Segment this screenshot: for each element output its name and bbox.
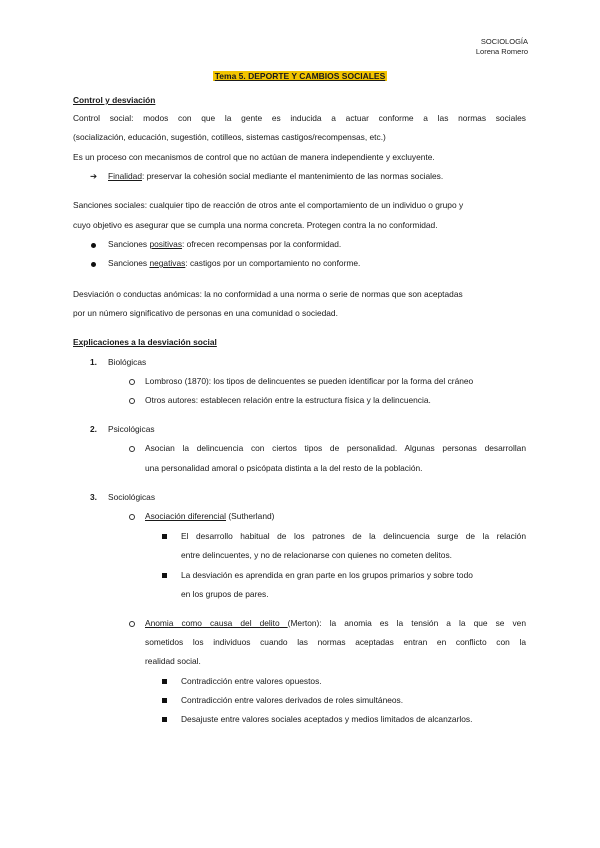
negativas-label: negativas — [149, 258, 186, 268]
control-social-line-1: Control social: modos con que la gente es inducida a actuar conforme a las normas sociales — [73, 113, 526, 123]
asociacion-point-2-line-2: en los grupos de pares. — [181, 589, 269, 599]
page-header — [476, 37, 528, 57]
bullet-circle-icon — [129, 398, 135, 404]
anomia-line-2: sometidos los individuos cuando las normas aceptadas entran en conflicto con la — [145, 637, 526, 647]
anomia-line-1 — [145, 618, 526, 629]
bullet-circle-icon — [129, 621, 135, 627]
control-social-line-2: (socialización, educación, sugestión, cotilleos, sistemas castigos/recompensas, etc.) — [73, 132, 386, 142]
bullet-square-icon — [162, 573, 167, 578]
anomia-point-1: Contradicción entre valores opuestos. — [181, 676, 322, 686]
psicologicas-sub-line-1: Asocian la delincuencia con ciertos tipos de personalidad. Algunas personas desarrollan — [145, 443, 526, 453]
anomia-point-3: Desajuste entre valores sociales aceptados y medios limitados de alcanzarlos. — [181, 714, 473, 724]
anomia-point-2: Contradicción entre valores derivados de roles simultáneos. — [181, 695, 404, 705]
item-title-biologicas: Biológicas — [108, 357, 147, 367]
asociacion-label: Asociación diferencial — [145, 511, 227, 521]
positivas-label: positivas — [149, 239, 183, 249]
item-title-psicologicas: Psicológicas — [108, 424, 155, 434]
item-title-sociologicas: Sociológicas — [108, 492, 156, 502]
finalidad-text: : preservar la cohesión social mediante el mantenimiento de las normas sociales. — [142, 171, 444, 181]
asociacion-point-1-line-1: El desarrollo habitual de los patrones de la delincuencia surge de la relación — [181, 531, 526, 541]
bullet-square-icon — [162, 679, 167, 684]
asociacion-point-2-line-1: La desviación es aprendida en gran parte en los grupos primarios y sobre todo — [181, 570, 473, 580]
anomia-line-1-rest: (Merton): la anomia es la tensión a la que se ven — [287, 618, 526, 628]
header-author: Lorena Romero — [475, 47, 528, 56]
bullet-prefix: Sanciones — [108, 258, 150, 268]
sanciones-line-1: Sanciones sociales: cualquier tipo de reacción de otros ante el comportamiento de un individuo o grupo y — [73, 200, 464, 210]
section-heading-explicaciones: Explicaciones a la desviación social — [73, 337, 217, 347]
document-title — [0, 71, 600, 81]
bullet-circle-icon — [129, 446, 135, 452]
bullet-circle-icon — [129, 379, 135, 385]
sanciones-negativas-item — [108, 258, 360, 269]
arrow-right-icon: ➔ — [90, 171, 98, 181]
negativas-text: : castigos por un comportamiento no conforme. — [185, 258, 361, 268]
bullet-prefix: Sanciones — [108, 239, 150, 249]
item-number: 3. — [90, 492, 97, 502]
biologicas-sub-1: Lombroso (1870): los tipos de delincuentes se pueden identificar por la forma del cráneo — [145, 376, 474, 386]
bullet-dot-icon — [91, 262, 96, 267]
asociacion-diferencial-line — [145, 511, 274, 522]
proceso-paragraph: Es un proceso con mecanismos de control que no actúan de manera independiente y excluyente. — [73, 152, 435, 162]
header-subject: SOCIOLOGÍA — [480, 37, 528, 46]
asociacion-author: (Sutherland) — [226, 511, 275, 521]
bullet-square-icon — [162, 698, 167, 703]
item-number: 2. — [90, 424, 97, 434]
bullet-square-icon — [162, 717, 167, 722]
sanciones-line-2: cuyo objetivo es asegurar que se cumpla una norma concreta. Protegen contra la no conformidad. — [73, 220, 438, 230]
section-heading-control: Control y desviación — [73, 95, 156, 105]
asociacion-point-1-line-2: entre delincuentes, y no de relacionarse con quienes no cometen delitos. — [181, 550, 452, 560]
anomia-label: Anomia como causa del delito — [145, 618, 288, 628]
desviacion-line-1: Desviación o conductas anómicas: la no conformidad a una norma o serie de normas que son aceptadas — [73, 289, 463, 299]
bullet-dot-icon — [91, 243, 96, 248]
item-number: 1. — [90, 357, 97, 367]
title-text: Tema 5. DEPORTE Y CAMBIOS SOCIALES — [214, 71, 386, 81]
finalidad-label: Finalidad — [108, 171, 142, 181]
finalidad-line — [108, 171, 443, 182]
bullet-square-icon — [162, 534, 167, 539]
bullet-circle-icon — [129, 514, 135, 520]
psicologicas-sub-line-2: una personalidad amoral o psicópata distinta a la del resto de la población. — [145, 463, 423, 473]
positivas-text: : ofrecen recompensas por la conformidad. — [182, 239, 342, 249]
desviacion-line-2: por un número significativo de personas en una comunidad o sociedad. — [73, 308, 338, 318]
anomia-line-3: realidad social. — [145, 656, 201, 666]
biologicas-sub-2: Otros autores: establecen relación entre la estructura física y la delincuencia. — [145, 395, 431, 405]
sanciones-positivas-item — [108, 239, 341, 250]
